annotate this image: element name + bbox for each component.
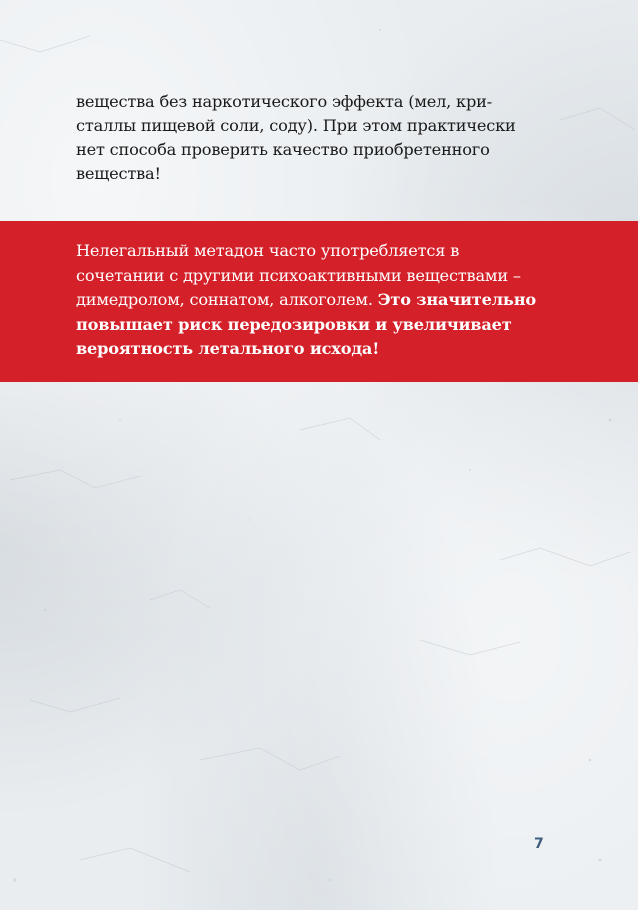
warning-emphasis: повышает риск передозировки и увеличивает (76, 314, 512, 334)
paragraph-line: вещества без наркотического эффекта (мел, кри- (76, 92, 492, 111)
paragraph-line: сталлы пищевой соли, соду). При этом практически (76, 116, 516, 135)
warning-line (76, 313, 576, 338)
warning-line-regular: димедролом, соннатом, алкоголем. (76, 290, 378, 309)
warning-line: сочетании с другими психоактивными веществами – (76, 265, 521, 285)
page-number: 7 (534, 836, 544, 852)
paragraph-line: вещества! (76, 164, 161, 183)
warning-emphasis: вероятность летального исхода! (76, 339, 380, 358)
warning-line (76, 288, 576, 313)
warning-line (76, 337, 576, 362)
body-paragraph (76, 90, 546, 186)
warning-text (76, 239, 576, 362)
warning-line: Нелегальный метадон часто употребляется в (76, 241, 460, 260)
warning-band (0, 221, 638, 382)
paragraph-line: нет способа проверить качество приобретенного (76, 140, 490, 159)
warning-emphasis: Это значительно (377, 290, 536, 309)
